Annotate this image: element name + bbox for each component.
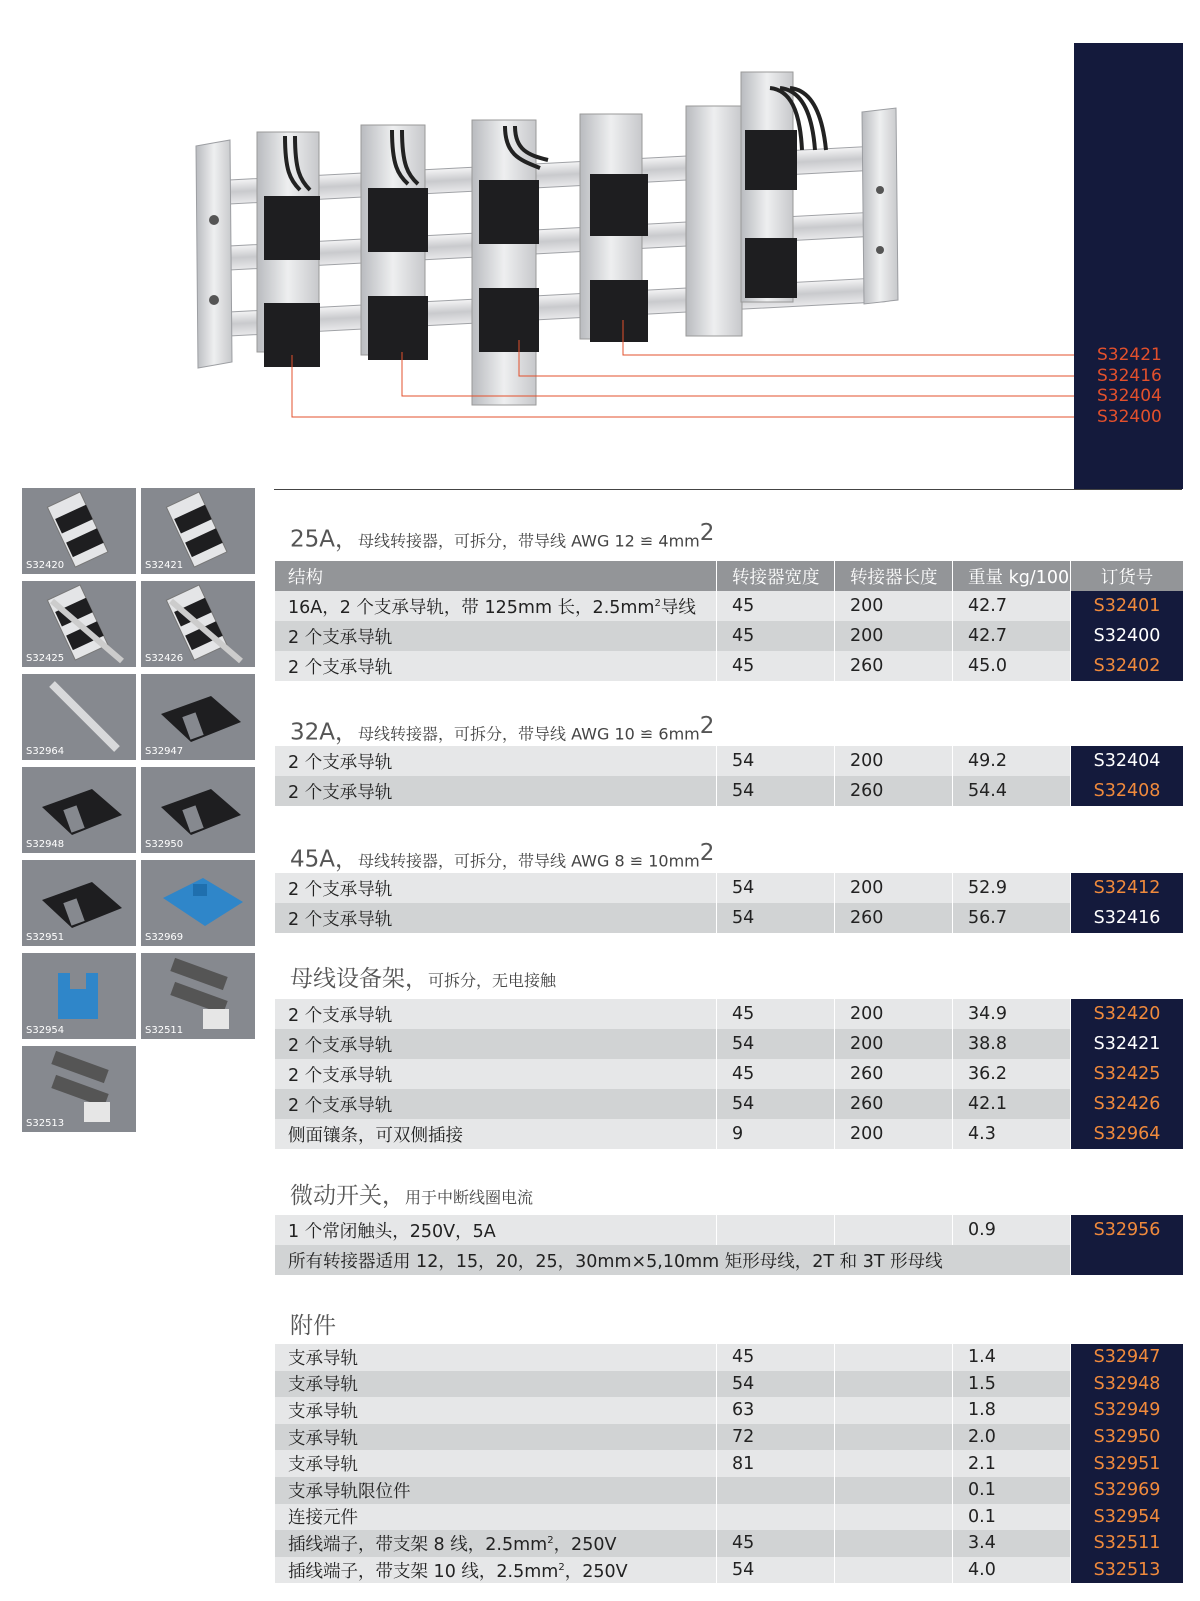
order-code-cell: S32511: [1071, 1530, 1183, 1557]
table-row: [275, 999, 1183, 1029]
weight-cell: 54.4: [953, 776, 1071, 806]
order-code-cell: S32401: [1071, 591, 1183, 621]
description-cell: [275, 776, 717, 806]
thumbnail-code: S32948: [26, 839, 65, 850]
length-cell: [835, 1504, 953, 1531]
section-title-sup: 2: [699, 713, 715, 739]
width-cell: [717, 1477, 835, 1504]
spec-table: [275, 746, 1183, 806]
table-row: [275, 746, 1183, 776]
table-header-cell: 转接器宽度: [717, 561, 835, 591]
description-text: 支承导轨: [288, 1401, 358, 1422]
table-row: [275, 1344, 1183, 1371]
weight-cell: 2.0: [953, 1424, 1071, 1451]
weight-cell: 4.0: [953, 1557, 1071, 1584]
thumbnail-code: S32954: [26, 1025, 65, 1036]
weight-cell: 42.1: [953, 1089, 1071, 1119]
width-cell: [717, 1215, 835, 1245]
description-text: 2 个支承导轨: [288, 782, 393, 803]
table-row: [275, 1424, 1183, 1451]
description-cell: [275, 1450, 717, 1477]
thumbnail-code: S32420: [26, 560, 65, 571]
thumbnail-code: S32969: [145, 932, 184, 943]
length-cell: [835, 1530, 953, 1557]
description-text: 2 个支承导轨: [288, 1035, 393, 1056]
product-thumbnail: [141, 581, 255, 667]
section-title: [290, 962, 556, 996]
note-cell: 所有转接器适用 12，15，20，25，30mm×5,10mm 矩形母线，2T 和 3T 形母线: [275, 1245, 1071, 1275]
callout-label: S32421: [1097, 345, 1162, 365]
product-thumbnail: [22, 860, 136, 946]
length-cell: [835, 1371, 953, 1398]
order-code-cell: S32954: [1071, 1504, 1183, 1531]
section-title: [290, 516, 715, 553]
weight-cell: 56.7: [953, 903, 1071, 933]
table-row: [275, 1530, 1183, 1557]
width-cell: 45: [717, 621, 835, 651]
description-text: 2 个支承导轨: [288, 879, 393, 900]
thumbnail-code: S32951: [26, 932, 65, 943]
order-code-cell: S32964: [1071, 1119, 1183, 1149]
spec-table: [275, 561, 1183, 681]
product-thumbnail: [22, 953, 136, 1039]
length-cell: [835, 1344, 953, 1371]
table-row: [275, 776, 1183, 806]
width-cell: 45: [717, 1344, 835, 1371]
order-code-cell: S32404: [1071, 746, 1183, 776]
description-cell: [275, 1477, 717, 1504]
product-thumbnail: [141, 953, 255, 1039]
table-row: [275, 1029, 1183, 1059]
description-cell: [275, 1371, 717, 1398]
section-title: [290, 709, 715, 746]
order-code-cell: S32951: [1071, 1450, 1183, 1477]
description-cell: [275, 591, 717, 621]
section-title-main: 25A，: [290, 526, 359, 553]
thumbnail-code: S32964: [26, 746, 65, 757]
description-cell: [275, 1119, 717, 1149]
width-cell: 45: [717, 591, 835, 621]
description-cell: [275, 1059, 717, 1089]
weight-cell: 1.8: [953, 1397, 1071, 1424]
description-cell: [275, 1397, 717, 1424]
width-cell: 54: [717, 1089, 835, 1119]
description-text: 2 个支承导轨: [288, 909, 393, 930]
thumbnail-code: S32950: [145, 839, 184, 850]
description-cell: [275, 1557, 717, 1584]
weight-cell: 38.8: [953, 1029, 1071, 1059]
thumbnail-code: S32511: [145, 1025, 184, 1036]
description-text: 2 个支承导轨: [288, 1095, 393, 1116]
order-code-cell: S32969: [1071, 1477, 1183, 1504]
order-code-cell: S32426: [1071, 1089, 1183, 1119]
description-text: 2 个支承导轨: [288, 627, 393, 648]
length-cell: 260: [835, 1059, 953, 1089]
table-row: [275, 1450, 1183, 1477]
callout-label: S32416: [1097, 366, 1162, 386]
product-thumbnail: [141, 860, 255, 946]
length-cell: 200: [835, 621, 953, 651]
table-row: [275, 1215, 1183, 1245]
length-cell: [835, 1450, 953, 1477]
description-sup: 2: [654, 597, 661, 609]
weight-cell: 42.7: [953, 621, 1071, 651]
order-code-cell: S32956: [1071, 1215, 1183, 1245]
section-title-main: 母线设备架，: [290, 966, 428, 992]
product-illustration: [0, 0, 1200, 490]
section-title-sup: 2: [699, 520, 715, 546]
description-text: 支承导轨: [288, 1428, 358, 1449]
busbar-adapter-assembly-image: [0, 0, 1200, 490]
table-row: [275, 621, 1183, 651]
description-text: 连接元件: [288, 1508, 358, 1529]
length-cell: 200: [835, 873, 953, 903]
length-cell: 200: [835, 591, 953, 621]
weight-cell: 1.4: [953, 1344, 1071, 1371]
description-text: ，250V: [553, 1534, 617, 1555]
section-title-main: 32A，: [290, 719, 359, 746]
table-row: [275, 1119, 1183, 1149]
description-cell: [275, 1424, 717, 1451]
weight-cell: 0.9: [953, 1215, 1071, 1245]
weight-cell: 36.2: [953, 1059, 1071, 1089]
description-text: 支承导轨限位件: [288, 1481, 411, 1502]
table-row: [275, 1557, 1183, 1584]
thumbnail-code: S32425: [26, 653, 65, 664]
description-text: 侧面镶条，可双侧插接: [288, 1125, 463, 1146]
length-cell: [835, 1557, 953, 1584]
product-thumbnail: [22, 674, 136, 760]
product-thumbnail: [22, 581, 136, 667]
length-cell: 260: [835, 651, 953, 681]
table-header-row: [275, 561, 1183, 591]
width-cell: 54: [717, 776, 835, 806]
table-row: [275, 1089, 1183, 1119]
callout-label: S32404: [1097, 386, 1162, 406]
description-text: 插线端子，带支架 10 线，2.5mm: [288, 1561, 559, 1582]
order-code-cell: S32420: [1071, 999, 1183, 1029]
length-cell: [835, 1424, 953, 1451]
width-cell: 54: [717, 873, 835, 903]
section-title-main: 45A，: [290, 846, 359, 873]
width-cell: 9: [717, 1119, 835, 1149]
description-text: 2 个支承导轨: [288, 657, 393, 678]
description-text: 支承导轨: [288, 1455, 358, 1476]
table-row: [275, 873, 1183, 903]
length-cell: 200: [835, 999, 953, 1029]
thumbnail-code: S32421: [145, 560, 184, 571]
callout-label: S32400: [1097, 407, 1162, 427]
order-code-cell: S32402: [1071, 651, 1183, 681]
product-thumbnail: [141, 767, 255, 853]
description-sup: 2: [547, 1534, 554, 1546]
table-row: [275, 1397, 1183, 1424]
description-cell: [275, 1344, 717, 1371]
width-cell: 54: [717, 1371, 835, 1398]
weight-cell: 2.1: [953, 1450, 1071, 1477]
description-cell: [275, 1029, 717, 1059]
spec-table: [275, 1215, 1183, 1275]
width-cell: 45: [717, 1059, 835, 1089]
thumbnail-code: S32947: [145, 746, 184, 757]
table-header-cell: 结构: [275, 561, 717, 591]
order-code-cell: S32416: [1071, 903, 1183, 933]
thumbnail-code: S32513: [26, 1118, 65, 1129]
table-row: [275, 1477, 1183, 1504]
description-cell: [275, 1530, 717, 1557]
weight-cell: 52.9: [953, 873, 1071, 903]
width-cell: 54: [717, 903, 835, 933]
table-header-cell: 转接器长度: [835, 561, 953, 591]
width-cell: 45: [717, 999, 835, 1029]
width-cell: 45: [717, 1530, 835, 1557]
description-cell: [275, 1089, 717, 1119]
length-cell: 260: [835, 903, 953, 933]
description-sup: 2: [558, 1561, 565, 1573]
order-code-cell: S32421: [1071, 1029, 1183, 1059]
product-thumbnail: [22, 488, 136, 574]
width-cell: 54: [717, 1029, 835, 1059]
table-row: [275, 903, 1183, 933]
table-row: [275, 591, 1183, 621]
width-cell: 45: [717, 651, 835, 681]
length-cell: 200: [835, 1029, 953, 1059]
description-text: 16A，2 个支承导轨，带 125mm 长，2.5mm: [288, 597, 655, 618]
length-cell: 200: [835, 1119, 953, 1149]
section-title-sub: 母线转接器，可拆分，带导线 AWG 8 ≌ 10mm: [358, 851, 700, 871]
table-row: [275, 651, 1183, 681]
product-thumbnail: [141, 674, 255, 760]
spec-table: [275, 999, 1183, 1149]
description-cell: [275, 903, 717, 933]
description-text: 2 个支承导轨: [288, 1065, 393, 1086]
width-cell: 81: [717, 1450, 835, 1477]
description-text: 支承导轨: [288, 1348, 358, 1369]
description-cell: [275, 746, 717, 776]
order-code-cell: S32412: [1071, 873, 1183, 903]
description-text: ，250V: [564, 1561, 628, 1582]
weight-cell: 1.5: [953, 1371, 1071, 1398]
table-note-row: [275, 1245, 1183, 1275]
description-text: 2 个支承导轨: [288, 752, 393, 773]
width-cell: 54: [717, 746, 835, 776]
order-code-cell: S32513: [1071, 1557, 1183, 1584]
order-code-cell: S32408: [1071, 776, 1183, 806]
weight-cell: 45.0: [953, 651, 1071, 681]
weight-cell: 3.4: [953, 1530, 1071, 1557]
length-cell: [835, 1477, 953, 1504]
length-cell: [835, 1215, 953, 1245]
thumbnail-code: S32426: [145, 653, 184, 664]
product-thumbnail: [22, 1046, 136, 1132]
description-cell: [275, 999, 717, 1029]
weight-cell: 0.1: [953, 1477, 1071, 1504]
width-cell: 54: [717, 1557, 835, 1584]
section-title-sub: 母线转接器，可拆分，带导线 AWG 12 ≌ 4mm: [358, 531, 700, 551]
weight-cell: 0.1: [953, 1504, 1071, 1531]
section-title-main: 微动开关，: [290, 1183, 405, 1209]
section-title: [290, 1309, 336, 1343]
description-text: 导线: [660, 597, 696, 618]
length-cell: [835, 1397, 953, 1424]
description-cell: [275, 621, 717, 651]
description-cell: [275, 873, 717, 903]
table-header-cell: 重量 kg/100: [953, 561, 1071, 591]
description-text: 插线端子，带支架 8 线，2.5mm: [288, 1534, 548, 1555]
description-text: 1 个常闭触头，250V，5A: [288, 1221, 496, 1242]
section-title: [290, 836, 715, 873]
spec-table: [275, 1344, 1183, 1583]
order-code-cell: S32949: [1071, 1397, 1183, 1424]
section-title-sub: 可拆分，无电接触: [428, 971, 557, 990]
width-cell: 63: [717, 1397, 835, 1424]
description-text: 2 个支承导轨: [288, 1005, 393, 1026]
spec-table: [275, 873, 1183, 933]
section-title-sub: 用于中断线圈电流: [405, 1188, 534, 1207]
description-cell: [275, 1504, 717, 1531]
order-code-cell: S32425: [1071, 1059, 1183, 1089]
order-code-cell: S32950: [1071, 1424, 1183, 1451]
description-cell: [275, 651, 717, 681]
table-header-cell: 订货号: [1071, 561, 1183, 591]
length-cell: 200: [835, 746, 953, 776]
section-title-main: 附件: [290, 1313, 336, 1339]
table-row: [275, 1059, 1183, 1089]
section-title-sub: 母线转接器，可拆分，带导线 AWG 10 ≌ 6mm: [358, 724, 700, 744]
length-cell: 260: [835, 776, 953, 806]
order-code-cell: S32948: [1071, 1371, 1183, 1398]
weight-cell: 4.3: [953, 1119, 1071, 1149]
table-row: [275, 1504, 1183, 1531]
section-title-sup: 2: [699, 840, 715, 866]
section-title: [290, 1179, 533, 1213]
order-code-cell: S32400: [1071, 621, 1183, 651]
product-thumbnail: [141, 488, 255, 574]
width-cell: 72: [717, 1424, 835, 1451]
hero-divider: [274, 489, 1182, 490]
order-code-cell: [1071, 1245, 1183, 1275]
weight-cell: 34.9: [953, 999, 1071, 1029]
weight-cell: 49.2: [953, 746, 1071, 776]
description-text: 支承导轨: [288, 1375, 358, 1396]
table-row: [275, 1371, 1183, 1398]
description-cell: [275, 1215, 717, 1245]
product-thumbnail: [22, 767, 136, 853]
length-cell: 260: [835, 1089, 953, 1119]
weight-cell: 42.7: [953, 591, 1071, 621]
order-code-cell: S32947: [1071, 1344, 1183, 1371]
width-cell: [717, 1504, 835, 1531]
